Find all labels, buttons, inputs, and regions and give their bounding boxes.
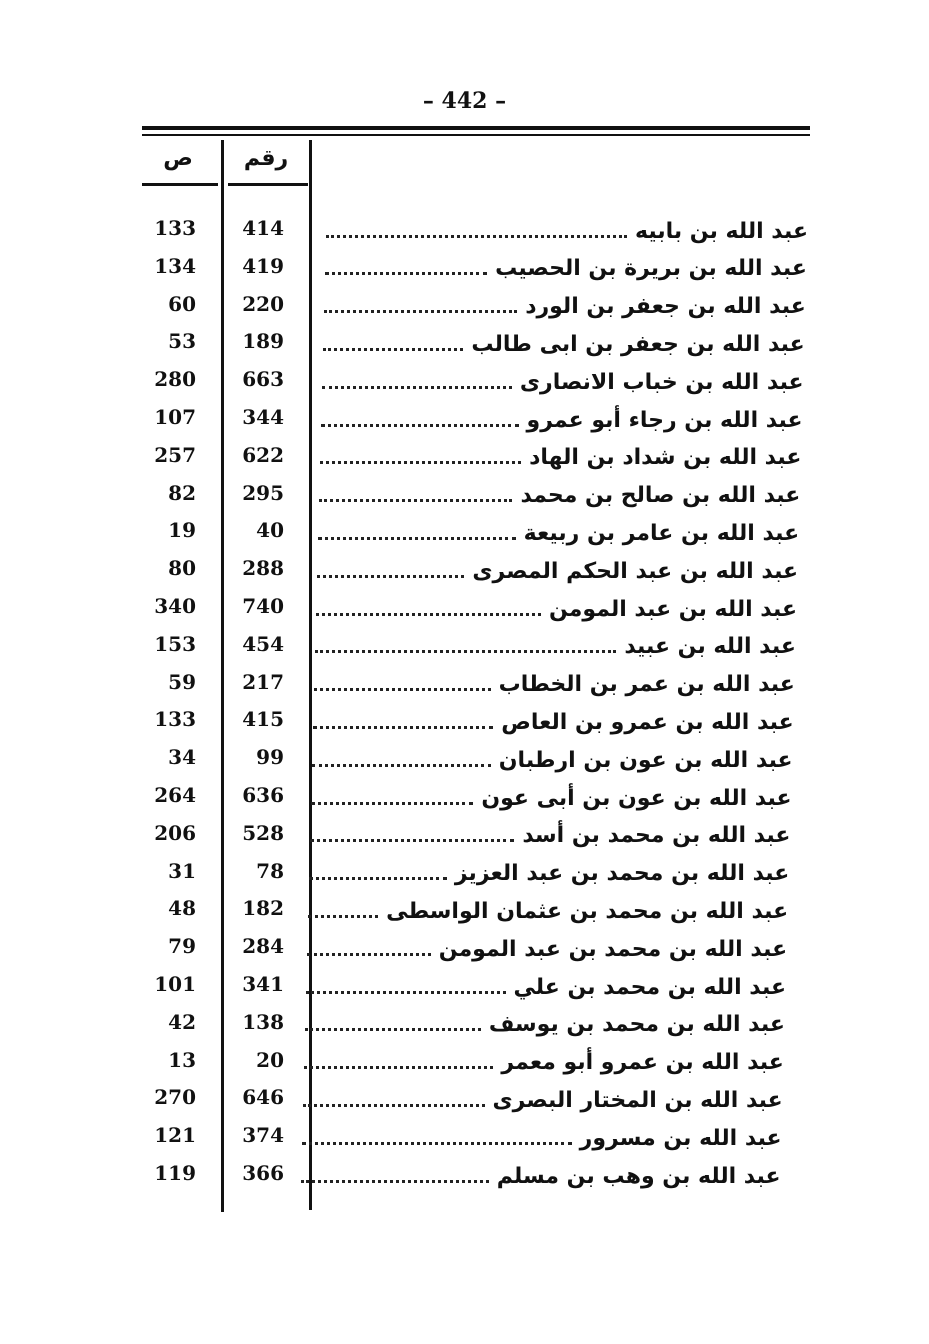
row-name: عبد الله بن عبد الحكم المصرى	[472, 558, 799, 584]
table-row	[0, 250, 929, 288]
row-page-number: 82	[168, 480, 196, 505]
table-row	[0, 439, 929, 477]
header-rule-page	[142, 183, 218, 186]
leader-dots	[315, 640, 616, 653]
row-name-cell	[304, 1044, 784, 1082]
row-entry-number: 374	[242, 1123, 284, 1148]
row-name: عبد الله بن شداد بن الهاد	[529, 445, 802, 471]
leader-dots	[307, 943, 431, 956]
row-entry-number: 20	[256, 1047, 284, 1072]
row-name-cell	[317, 552, 798, 590]
row-name: عبد الله بن وهب بن مسلم	[496, 1163, 781, 1189]
table-row	[0, 1157, 929, 1195]
row-name: عبد الله بن المختار البصرى	[492, 1087, 783, 1113]
row-page-number: 133	[154, 216, 196, 240]
row-entry-number: 344	[242, 405, 284, 429]
row-name: عبد الله بن محمد بن أسد	[522, 823, 791, 849]
table-row	[0, 628, 929, 666]
table-row	[0, 741, 929, 779]
row-page-number: 80	[168, 556, 196, 581]
leader-dots	[319, 489, 512, 502]
row-page-number: 264	[154, 783, 196, 807]
row-page-number: 42	[168, 1009, 196, 1034]
header-page: ص	[163, 146, 193, 171]
row-name: عبد الله بن صالح بن محمد	[520, 483, 801, 509]
row-name-cell	[325, 250, 807, 288]
row-name-cell	[318, 514, 799, 552]
leader-dots	[306, 981, 506, 994]
row-name-cell	[311, 779, 792, 817]
table-row	[0, 552, 929, 590]
leader-dots	[303, 1094, 485, 1107]
row-name: عبد الله بن بابيه	[635, 218, 808, 244]
row-name: عبد الله بن محمد بن عثمان الواسطى	[386, 898, 789, 924]
row-entry-number: 341	[242, 972, 284, 996]
leader-dots	[322, 376, 512, 389]
row-name-cell	[308, 892, 788, 930]
row-name-cell	[316, 590, 797, 628]
row-page-number: 107	[154, 405, 196, 429]
row-page-number: 19	[168, 518, 196, 543]
row-entry-number: 217	[242, 669, 284, 694]
leader-dots	[324, 300, 517, 313]
row-entry-number: 182	[242, 896, 284, 921]
row-page-number: 60	[168, 291, 196, 316]
row-entry-number: 99	[256, 745, 284, 770]
row-entry-number: 415	[242, 707, 284, 732]
row-entry-number: 663	[242, 367, 284, 392]
row-name-cell	[310, 817, 790, 855]
table-row	[0, 1044, 929, 1082]
row-page-number: 31	[168, 858, 196, 883]
leader-dots	[308, 905, 378, 918]
table-row	[0, 401, 929, 439]
row-entry-number: 78	[256, 858, 284, 883]
row-name-cell	[319, 477, 800, 515]
row-entry-number: 366	[242, 1161, 284, 1185]
row-entry-number: 646	[242, 1085, 284, 1110]
row-entry-number: 189	[242, 329, 284, 354]
table-row	[0, 930, 929, 968]
table-row	[0, 892, 929, 930]
table-row	[0, 325, 929, 363]
row-page-number: 133	[154, 707, 196, 732]
row-name: عبد الله بن بريرة بن الحصيب	[495, 256, 807, 282]
row-page-number: 59	[168, 669, 196, 694]
table-row	[0, 477, 929, 515]
row-entry-number: 740	[242, 594, 284, 618]
row-entry-number: 454	[242, 631, 284, 656]
row-entry-number: 528	[242, 820, 284, 845]
row-name: عبد الله بن عمرو أبو معمر	[501, 1050, 784, 1076]
leader-dots	[311, 792, 473, 805]
row-page-number: 153	[154, 631, 196, 656]
table-row	[0, 1119, 929, 1157]
table-row	[0, 1081, 929, 1119]
leader-dots	[313, 716, 493, 729]
top-rule	[142, 126, 810, 130]
row-name: عبد الله بن محمد بن عبد العزيز	[454, 861, 790, 887]
row-name-cell	[303, 1081, 783, 1119]
table-row	[0, 779, 929, 817]
table-row	[0, 968, 929, 1006]
table-row	[0, 1006, 929, 1044]
row-name: عبد الله بن عبيد	[624, 634, 796, 660]
row-page-number: 257	[154, 442, 196, 467]
row-name-cell	[321, 401, 803, 439]
leader-dots	[301, 1170, 489, 1183]
row-name-cell	[320, 439, 801, 477]
page-number: – 442 –	[422, 88, 507, 114]
row-name: عبد الله بن عمر بن الخطاب	[498, 672, 795, 698]
leader-dots	[320, 451, 521, 464]
table-row	[0, 855, 929, 893]
row-page-number: 270	[154, 1085, 196, 1110]
row-name-cell	[305, 1006, 785, 1044]
row-entry-number: 295	[242, 480, 284, 505]
leader-dots	[305, 1018, 481, 1031]
row-page-number: 206	[154, 820, 196, 845]
row-name-cell	[326, 212, 808, 250]
row-page-number: 121	[154, 1123, 196, 1148]
row-page-number: 13	[168, 1047, 196, 1072]
leader-dots	[326, 225, 627, 238]
row-name-cell	[301, 1157, 781, 1195]
row-page-number: 53	[168, 329, 196, 354]
table-row	[0, 590, 929, 628]
leader-dots	[312, 754, 491, 767]
leader-dots	[321, 414, 519, 427]
row-name-cell	[307, 930, 787, 968]
row-entry-number: 288	[242, 556, 284, 581]
row-entry-number: 622	[242, 442, 284, 467]
row-name-cell	[313, 703, 794, 741]
row-name: عبد الله بن عون بن أبى عون	[481, 785, 792, 811]
row-name-cell	[314, 666, 795, 704]
table-row	[0, 212, 929, 250]
row-name: عبد الله بن محمد بن يوسف	[488, 1012, 785, 1038]
row-name-cell	[322, 363, 804, 401]
row-entry-number: 220	[242, 291, 284, 316]
leader-dots	[323, 338, 463, 351]
row-entry-number: 419	[242, 253, 284, 278]
row-name: عبد الله بن محمد بن علي	[513, 974, 786, 1000]
row-name: عبد الله بن محمد بن عبد المومن	[438, 936, 788, 962]
header-number: رقم	[243, 146, 289, 171]
row-name: عبد الله بن جعفر بن ابى طالب	[471, 331, 805, 357]
row-page-number: 340	[154, 594, 196, 618]
row-name-cell	[306, 968, 786, 1006]
leader-dots	[309, 867, 447, 880]
leader-dots	[314, 678, 491, 691]
row-page-number: 48	[168, 896, 196, 921]
row-name: عبد الله بن جعفر بن الورد	[525, 294, 806, 320]
row-name: عبد الله بن مسرور	[579, 1125, 782, 1151]
row-name: عبد الله بن عامر بن ربيعة	[523, 520, 800, 546]
leader-dots	[317, 565, 464, 578]
leader-dots	[304, 1056, 493, 1069]
table-row	[0, 363, 929, 401]
row-name-cell	[302, 1119, 782, 1157]
table-row	[0, 514, 929, 552]
header-rule-number	[228, 183, 308, 186]
top-rule-thin	[142, 134, 810, 136]
row-name: عبد الله بن عون بن ارطبان	[498, 747, 793, 773]
table-row	[0, 817, 929, 855]
table-row	[0, 666, 929, 704]
leader-dots	[302, 1132, 572, 1145]
table-row	[0, 288, 929, 326]
row-name-cell	[312, 741, 793, 779]
leader-dots	[310, 829, 514, 842]
row-name-cell	[309, 855, 789, 893]
row-entry-number: 138	[242, 1009, 284, 1034]
row-entry-number: 284	[242, 934, 284, 959]
row-name-cell	[315, 628, 796, 666]
row-name-cell	[324, 288, 806, 326]
row-page-number: 134	[154, 253, 196, 278]
row-name: عبد الله بن رجاء أبو عمرو	[526, 407, 803, 433]
row-name: عبد الله بن عمرو بن العاص	[501, 709, 794, 735]
leader-dots	[325, 262, 487, 275]
table-row	[0, 703, 929, 741]
row-name: عبد الله بن عبد المومن	[548, 596, 797, 622]
row-page-number: 79	[168, 934, 196, 959]
leader-dots	[318, 527, 516, 540]
row-name: عبد الله بن خباب الانصارى	[519, 369, 804, 395]
row-entry-number: 636	[242, 783, 284, 807]
row-page-number: 280	[154, 367, 196, 392]
row-page-number: 34	[168, 745, 196, 770]
row-page-number: 119	[154, 1161, 196, 1185]
row-name-cell	[323, 325, 805, 363]
row-page-number: 101	[154, 972, 196, 996]
row-entry-number: 40	[256, 518, 284, 543]
row-entry-number: 414	[242, 216, 284, 240]
leader-dots	[316, 603, 541, 616]
